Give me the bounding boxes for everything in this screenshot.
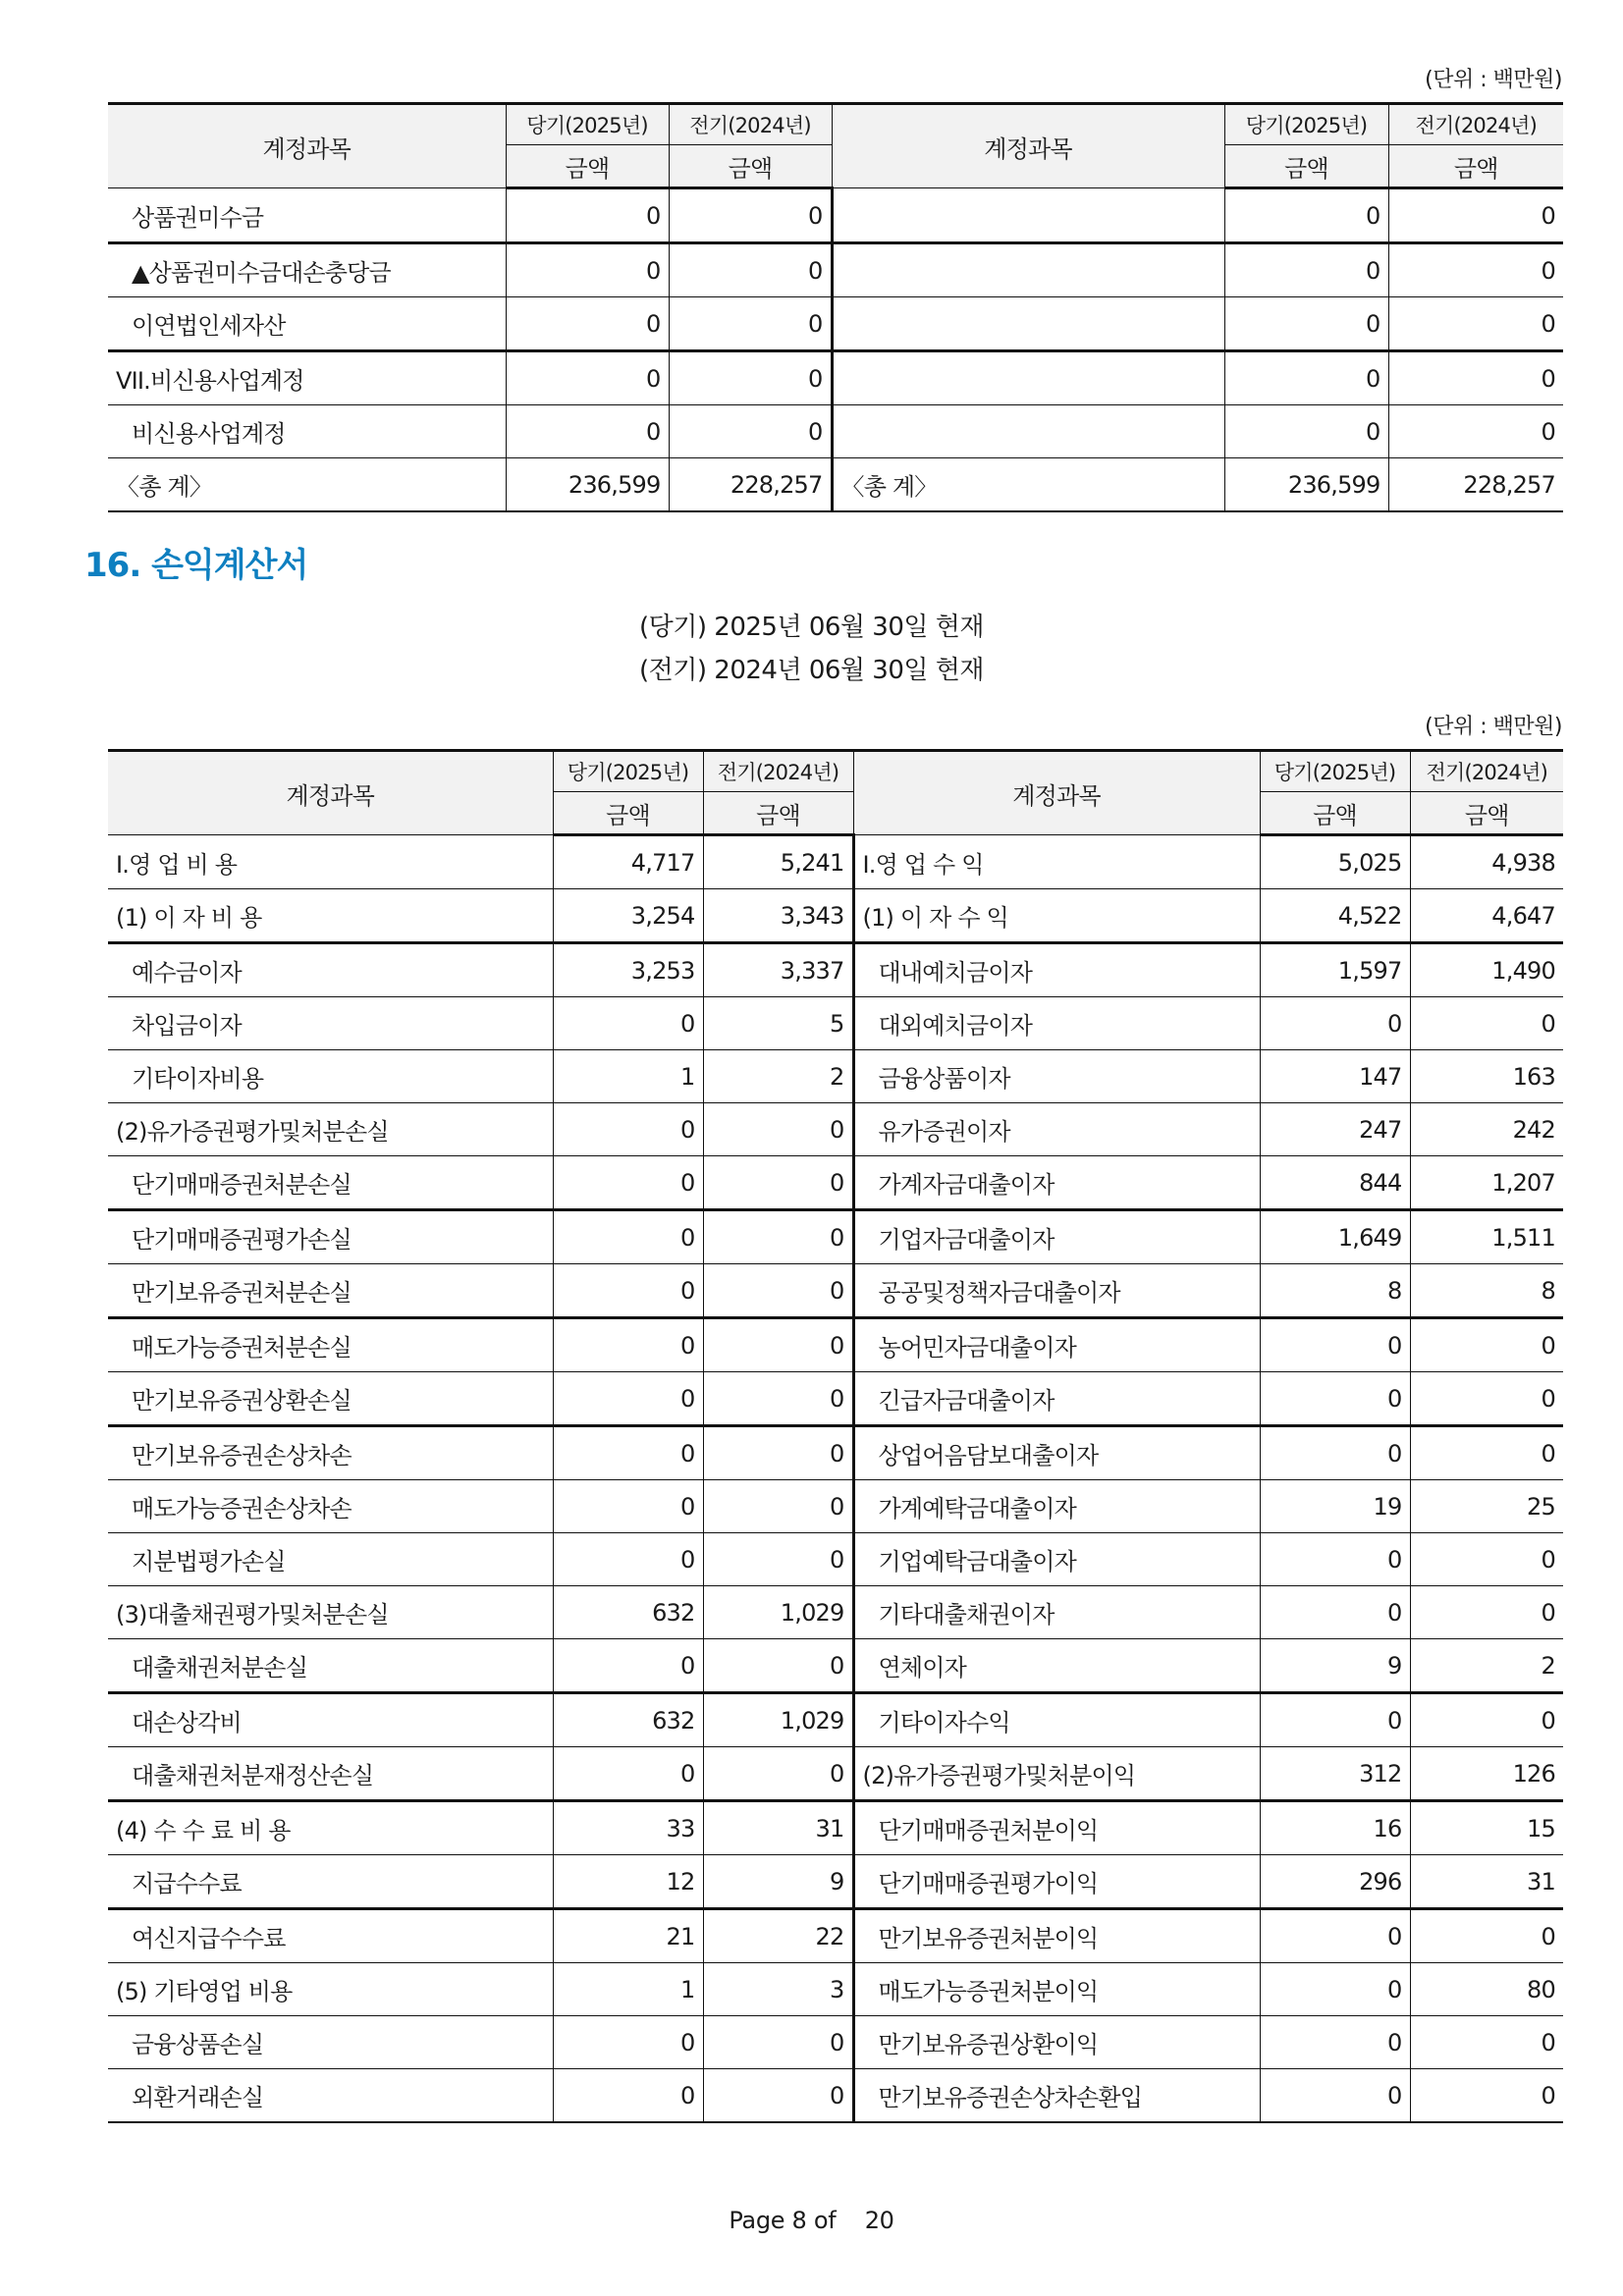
prior-amount-cell: 31 — [1410, 1855, 1563, 1909]
current-amount-cell: 3,253 — [553, 943, 703, 997]
account-name-cell: 만기보유증권손상차손환입 — [853, 2069, 1260, 2123]
prior-amount-cell: 0 — [1388, 243, 1563, 297]
header-amount: 금액 — [1224, 145, 1388, 188]
table-row — [108, 2016, 1563, 2069]
table-row — [108, 1909, 1563, 1963]
prior-amount-cell: 0 — [703, 2016, 853, 2069]
account-name-cell: 매도가능증권처분손실 — [108, 1318, 553, 1372]
prior-amount-cell: 0 — [703, 1747, 853, 1801]
account-name-cell: (2)유가증권평가및처분이익 — [853, 1747, 1260, 1801]
balance-sheet-table — [108, 102, 1563, 512]
current-amount-cell: 0 — [1224, 297, 1388, 351]
current-amount-cell: 9 — [1260, 1639, 1410, 1693]
account-name-cell: 단기매매증권처분이익 — [853, 1801, 1260, 1855]
current-amount-cell: 0 — [1224, 243, 1388, 297]
section-title: 16. 손익계산서 — [84, 546, 308, 585]
current-amount-cell: 0 — [1260, 997, 1410, 1050]
account-name-cell: 금융상품손실 — [108, 2016, 553, 2069]
prior-amount-cell: 1,029 — [703, 1586, 853, 1639]
table-row — [108, 1855, 1563, 1909]
current-amount-cell: 4,522 — [1260, 889, 1410, 943]
account-name-cell: 대내예치금이자 — [853, 943, 1260, 997]
prior-amount-cell: 9 — [703, 1855, 853, 1909]
account-name-cell: (1) 이 자 수 익 — [853, 889, 1260, 943]
prior-amount-cell: 0 — [1388, 351, 1563, 405]
prior-amount-cell: 0 — [1410, 1426, 1563, 1480]
account-name-cell: (2)유가증권평가및처분손실 — [108, 1103, 553, 1156]
header-prior-right: 전기(2024년) — [1410, 751, 1563, 792]
current-amount-cell: 0 — [506, 188, 669, 243]
current-amount-cell: 1 — [553, 1050, 703, 1103]
account-name-cell: 이연법인세자산 — [108, 297, 506, 351]
account-name-cell: I.영 업 비 용 — [108, 835, 553, 889]
account-name-cell: 지분법평가손실 — [108, 1533, 553, 1586]
prior-amount-cell: 1,207 — [1410, 1156, 1563, 1210]
current-amount-cell: 0 — [553, 1318, 703, 1372]
prior-amount-cell: 22 — [703, 1909, 853, 1963]
prior-amount-cell: 0 — [703, 1639, 853, 1693]
account-name-cell: 유가증권이자 — [853, 1103, 1260, 1156]
current-amount-cell: 147 — [1260, 1050, 1410, 1103]
prior-amount-cell: 0 — [1410, 1909, 1563, 1963]
current-amount-cell: 0 — [553, 1210, 703, 1264]
current-amount-cell: 247 — [1260, 1103, 1410, 1156]
current-amount-cell: 844 — [1260, 1156, 1410, 1210]
current-amount-cell: 0 — [553, 2016, 703, 2069]
table-row — [108, 1050, 1563, 1103]
account-name-cell: 상품권미수금 — [108, 188, 506, 243]
account-name-cell: 매도가능증권손상차손 — [108, 1480, 553, 1533]
prior-amount-cell: 4,647 — [1410, 889, 1563, 943]
account-name-cell: 금융상품이자 — [853, 1050, 1260, 1103]
current-amount-cell: 0 — [553, 1639, 703, 1693]
account-name-cell: 차입금이자 — [108, 997, 553, 1050]
account-name-cell: 단기매매증권평가이익 — [853, 1855, 1260, 1909]
header-amount: 금액 — [703, 792, 853, 835]
prior-amount-cell: 1,490 — [1410, 943, 1563, 997]
table-row — [108, 1372, 1563, 1426]
prior-amount-cell: 80 — [1410, 1963, 1563, 2016]
header-current-left: 당기(2025년) — [553, 751, 703, 792]
header-amount: 금액 — [1410, 792, 1563, 835]
unit-label-income: (단위 : 백만원) — [1425, 715, 1562, 739]
account-name-cell: 가계예탁금대출이자 — [853, 1480, 1260, 1533]
current-amount-cell: 0 — [553, 2069, 703, 2123]
prior-amount-cell: 0 — [703, 1372, 853, 1426]
account-name-cell: 단기매매증권평가손실 — [108, 1210, 553, 1264]
table-row — [108, 835, 1563, 889]
prior-amount-cell: 2 — [1410, 1639, 1563, 1693]
current-amount-cell: 632 — [553, 1693, 703, 1747]
prior-amount-cell: 0 — [703, 1210, 853, 1264]
table-row — [108, 997, 1563, 1050]
account-name-cell: 단기매매증권처분손실 — [108, 1156, 553, 1210]
prior-amount-cell: 25 — [1410, 1480, 1563, 1533]
account-name-cell: ▲상품권미수금대손충당금 — [108, 243, 506, 297]
table-row — [108, 1318, 1563, 1372]
prior-amount-cell: 5,241 — [703, 835, 853, 889]
account-name-cell: 대손상각비 — [108, 1693, 553, 1747]
current-amount-cell: 0 — [1260, 1372, 1410, 1426]
prior-amount-cell: 0 — [703, 1264, 853, 1318]
current-amount-cell: 0 — [553, 1533, 703, 1586]
table-row — [108, 458, 1563, 512]
header-amount: 금액 — [506, 145, 669, 188]
current-amount-cell: 312 — [1260, 1747, 1410, 1801]
current-amount-cell: 236,599 — [506, 458, 669, 512]
prior-amount-cell: 0 — [703, 1318, 853, 1372]
header-account-right: 계정과목 — [853, 751, 1260, 835]
account-name-cell: 대출채권처분손실 — [108, 1639, 553, 1693]
prior-amount-cell: 0 — [703, 1426, 853, 1480]
prior-amount-cell: 3,337 — [703, 943, 853, 997]
table-row — [108, 1480, 1563, 1533]
header-amount: 금액 — [1260, 792, 1410, 835]
account-name-cell: 비신용사업계정 — [108, 405, 506, 458]
account-name-cell: 외환거래손실 — [108, 2069, 553, 2123]
table-row — [108, 1533, 1563, 1586]
account-name-cell: 기업자금대출이자 — [853, 1210, 1260, 1264]
table-row — [108, 943, 1563, 997]
current-amount-cell: 0 — [1260, 1693, 1410, 1747]
prior-amount-cell: 0 — [1410, 2016, 1563, 2069]
header-prior-right: 전기(2024년) — [1388, 104, 1563, 145]
current-amount-cell: 0 — [1260, 1318, 1410, 1372]
table-row — [108, 1747, 1563, 1801]
income-statement-table — [108, 749, 1563, 2123]
account-name-cell: 매도가능증권처분이익 — [853, 1963, 1260, 2016]
prior-amount-cell: 0 — [1410, 1318, 1563, 1372]
prior-amount-cell: 0 — [669, 188, 832, 243]
table-row — [108, 405, 1563, 458]
prior-amount-cell: 0 — [703, 1103, 853, 1156]
account-name-cell: VII.비신용사업계정 — [108, 351, 506, 405]
prior-amount-cell: 2 — [703, 1050, 853, 1103]
prior-amount-cell: 0 — [669, 243, 832, 297]
prior-amount-cell: 0 — [1410, 1693, 1563, 1747]
prior-amount-cell: 15 — [1410, 1801, 1563, 1855]
account-name-cell: 지급수수료 — [108, 1855, 553, 1909]
header-amount: 금액 — [1388, 145, 1563, 188]
current-amount-cell: 0 — [553, 1103, 703, 1156]
prior-amount-cell: 0 — [1410, 1372, 1563, 1426]
income-statement-body — [108, 835, 1563, 2123]
date-prior: (전기) 2024년 06월 30일 현재 — [639, 656, 984, 685]
account-name-cell: 만기보유증권상환손실 — [108, 1372, 553, 1426]
balance-sheet-body — [108, 188, 1563, 512]
current-amount-cell: 0 — [1260, 2069, 1410, 2123]
current-amount-cell: 4,717 — [553, 835, 703, 889]
prior-amount-cell: 0 — [669, 351, 832, 405]
prior-amount-cell: 0 — [669, 405, 832, 458]
account-name-cell: 긴급자금대출이자 — [853, 1372, 1260, 1426]
prior-amount-cell: 1,511 — [1410, 1210, 1563, 1264]
account-name-cell: 예수금이자 — [108, 943, 553, 997]
header-current-right: 당기(2025년) — [1224, 104, 1388, 145]
prior-amount-cell: 0 — [1410, 2069, 1563, 2123]
account-name-cell: 여신지급수수료 — [108, 1909, 553, 1963]
table-row — [108, 243, 1563, 297]
table-row — [108, 2069, 1563, 2123]
current-amount-cell: 0 — [553, 1747, 703, 1801]
account-name-cell — [832, 243, 1224, 297]
prior-amount-cell: 242 — [1410, 1103, 1563, 1156]
current-amount-cell: 1,597 — [1260, 943, 1410, 997]
header-prior-left: 전기(2024년) — [703, 751, 853, 792]
table-row — [108, 188, 1563, 243]
current-amount-cell: 0 — [1260, 1586, 1410, 1639]
account-name-cell: 기타이자수익 — [853, 1693, 1260, 1747]
table-row — [108, 1639, 1563, 1693]
current-amount-cell: 8 — [1260, 1264, 1410, 1318]
date-current: (당기) 2025년 06월 30일 현재 — [639, 613, 984, 642]
current-amount-cell: 0 — [553, 1156, 703, 1210]
account-name-cell: (5) 기타영업 비용 — [108, 1963, 553, 2016]
table-row — [108, 889, 1563, 943]
account-name-cell: (3)대출채권평가및처분손실 — [108, 1586, 553, 1639]
table-row — [108, 1264, 1563, 1318]
account-name-cell: 만기보유증권손상차손 — [108, 1426, 553, 1480]
account-name-cell: 상업어음담보대출이자 — [853, 1426, 1260, 1480]
current-amount-cell: 0 — [506, 297, 669, 351]
current-amount-cell: 0 — [506, 405, 669, 458]
account-name-cell: 〈총 계〉 — [832, 458, 1224, 512]
account-name-cell: I.영 업 수 익 — [853, 835, 1260, 889]
header-current-right: 당기(2025년) — [1260, 751, 1410, 792]
account-name-cell — [832, 188, 1224, 243]
table-row — [108, 1103, 1563, 1156]
account-name-cell: 기타이자비용 — [108, 1050, 553, 1103]
prior-amount-cell: 0 — [1388, 297, 1563, 351]
current-amount-cell: 632 — [553, 1586, 703, 1639]
table-row — [108, 1586, 1563, 1639]
current-amount-cell: 0 — [1224, 188, 1388, 243]
account-name-cell: 연체이자 — [853, 1639, 1260, 1693]
prior-amount-cell: 0 — [703, 1533, 853, 1586]
account-name-cell: 농어민자금대출이자 — [853, 1318, 1260, 1372]
current-amount-cell: 0 — [553, 1264, 703, 1318]
table-row — [108, 1210, 1563, 1264]
prior-amount-cell: 3,343 — [703, 889, 853, 943]
prior-amount-cell: 0 — [703, 1156, 853, 1210]
header-amount: 금액 — [553, 792, 703, 835]
account-name-cell: 대외예치금이자 — [853, 997, 1260, 1050]
account-name-cell: 만기보유증권처분손실 — [108, 1264, 553, 1318]
current-amount-cell: 0 — [506, 243, 669, 297]
account-name-cell: 만기보유증권처분이익 — [853, 1909, 1260, 1963]
current-amount-cell: 0 — [1224, 351, 1388, 405]
prior-amount-cell: 126 — [1410, 1747, 1563, 1801]
current-amount-cell: 19 — [1260, 1480, 1410, 1533]
account-name-cell: 〈총 계〉 — [108, 458, 506, 512]
prior-amount-cell: 163 — [1410, 1050, 1563, 1103]
prior-amount-cell: 4,938 — [1410, 835, 1563, 889]
table-row — [108, 297, 1563, 351]
prior-amount-cell: 0 — [1410, 997, 1563, 1050]
account-name-cell: (4) 수 수 료 비 용 — [108, 1801, 553, 1855]
unit-label-balance: (단위 : 백만원) — [1425, 68, 1562, 92]
table-row — [108, 1801, 1563, 1855]
prior-amount-cell: 5 — [703, 997, 853, 1050]
current-amount-cell: 1 — [553, 1963, 703, 2016]
current-amount-cell: 5,025 — [1260, 835, 1410, 889]
prior-amount-cell: 3 — [703, 1963, 853, 2016]
header-current-left: 당기(2025년) — [506, 104, 669, 145]
current-amount-cell: 0 — [553, 1480, 703, 1533]
header-account-left: 계정과목 — [108, 104, 506, 188]
prior-amount-cell: 0 — [669, 297, 832, 351]
prior-amount-cell: 1,029 — [703, 1693, 853, 1747]
current-amount-cell: 1,649 — [1260, 1210, 1410, 1264]
current-amount-cell: 0 — [506, 351, 669, 405]
current-amount-cell: 0 — [553, 997, 703, 1050]
prior-amount-cell: 0 — [1388, 188, 1563, 243]
current-amount-cell: 3,254 — [553, 889, 703, 943]
table-row — [108, 1693, 1563, 1747]
account-name-cell: 공공및정책자금대출이자 — [853, 1264, 1260, 1318]
current-amount-cell: 0 — [1224, 405, 1388, 458]
account-name-cell: 기타대출채권이자 — [853, 1586, 1260, 1639]
current-amount-cell: 236,599 — [1224, 458, 1388, 512]
current-amount-cell: 16 — [1260, 1801, 1410, 1855]
current-amount-cell: 0 — [553, 1372, 703, 1426]
prior-amount-cell: 228,257 — [669, 458, 832, 512]
prior-amount-cell: 228,257 — [1388, 458, 1563, 512]
account-name-cell: 만기보유증권상환이익 — [853, 2016, 1260, 2069]
account-name-cell — [832, 405, 1224, 458]
current-amount-cell: 33 — [553, 1801, 703, 1855]
current-amount-cell: 0 — [1260, 1909, 1410, 1963]
current-amount-cell: 296 — [1260, 1855, 1410, 1909]
header-account-right: 계정과목 — [832, 104, 1224, 188]
current-amount-cell: 0 — [1260, 1963, 1410, 2016]
prior-amount-cell: 0 — [703, 1480, 853, 1533]
account-name-cell — [832, 351, 1224, 405]
prior-amount-cell: 0 — [703, 2069, 853, 2123]
account-name-cell: 대출채권처분재정산손실 — [108, 1747, 553, 1801]
prior-amount-cell: 0 — [1388, 405, 1563, 458]
prior-amount-cell: 31 — [703, 1801, 853, 1855]
current-amount-cell: 21 — [553, 1909, 703, 1963]
table-row — [108, 1963, 1563, 2016]
table-row — [108, 1156, 1563, 1210]
table-row — [108, 351, 1563, 405]
prior-amount-cell: 0 — [1410, 1586, 1563, 1639]
current-amount-cell: 12 — [553, 1855, 703, 1909]
page-number: Page 8 of 20 — [729, 2207, 894, 2234]
account-name-cell: (1) 이 자 비 용 — [108, 889, 553, 943]
table-row — [108, 1426, 1563, 1480]
current-amount-cell: 0 — [553, 1426, 703, 1480]
header-account-left: 계정과목 — [108, 751, 553, 835]
header-amount: 금액 — [669, 145, 832, 188]
current-amount-cell: 0 — [1260, 1426, 1410, 1480]
current-amount-cell: 0 — [1260, 1533, 1410, 1586]
account-name-cell: 가계자금대출이자 — [853, 1156, 1260, 1210]
account-name-cell — [832, 297, 1224, 351]
account-name-cell: 기업예탁금대출이자 — [853, 1533, 1260, 1586]
prior-amount-cell: 0 — [1410, 1533, 1563, 1586]
prior-amount-cell: 8 — [1410, 1264, 1563, 1318]
header-prior-left: 전기(2024년) — [669, 104, 832, 145]
current-amount-cell: 0 — [1260, 2016, 1410, 2069]
